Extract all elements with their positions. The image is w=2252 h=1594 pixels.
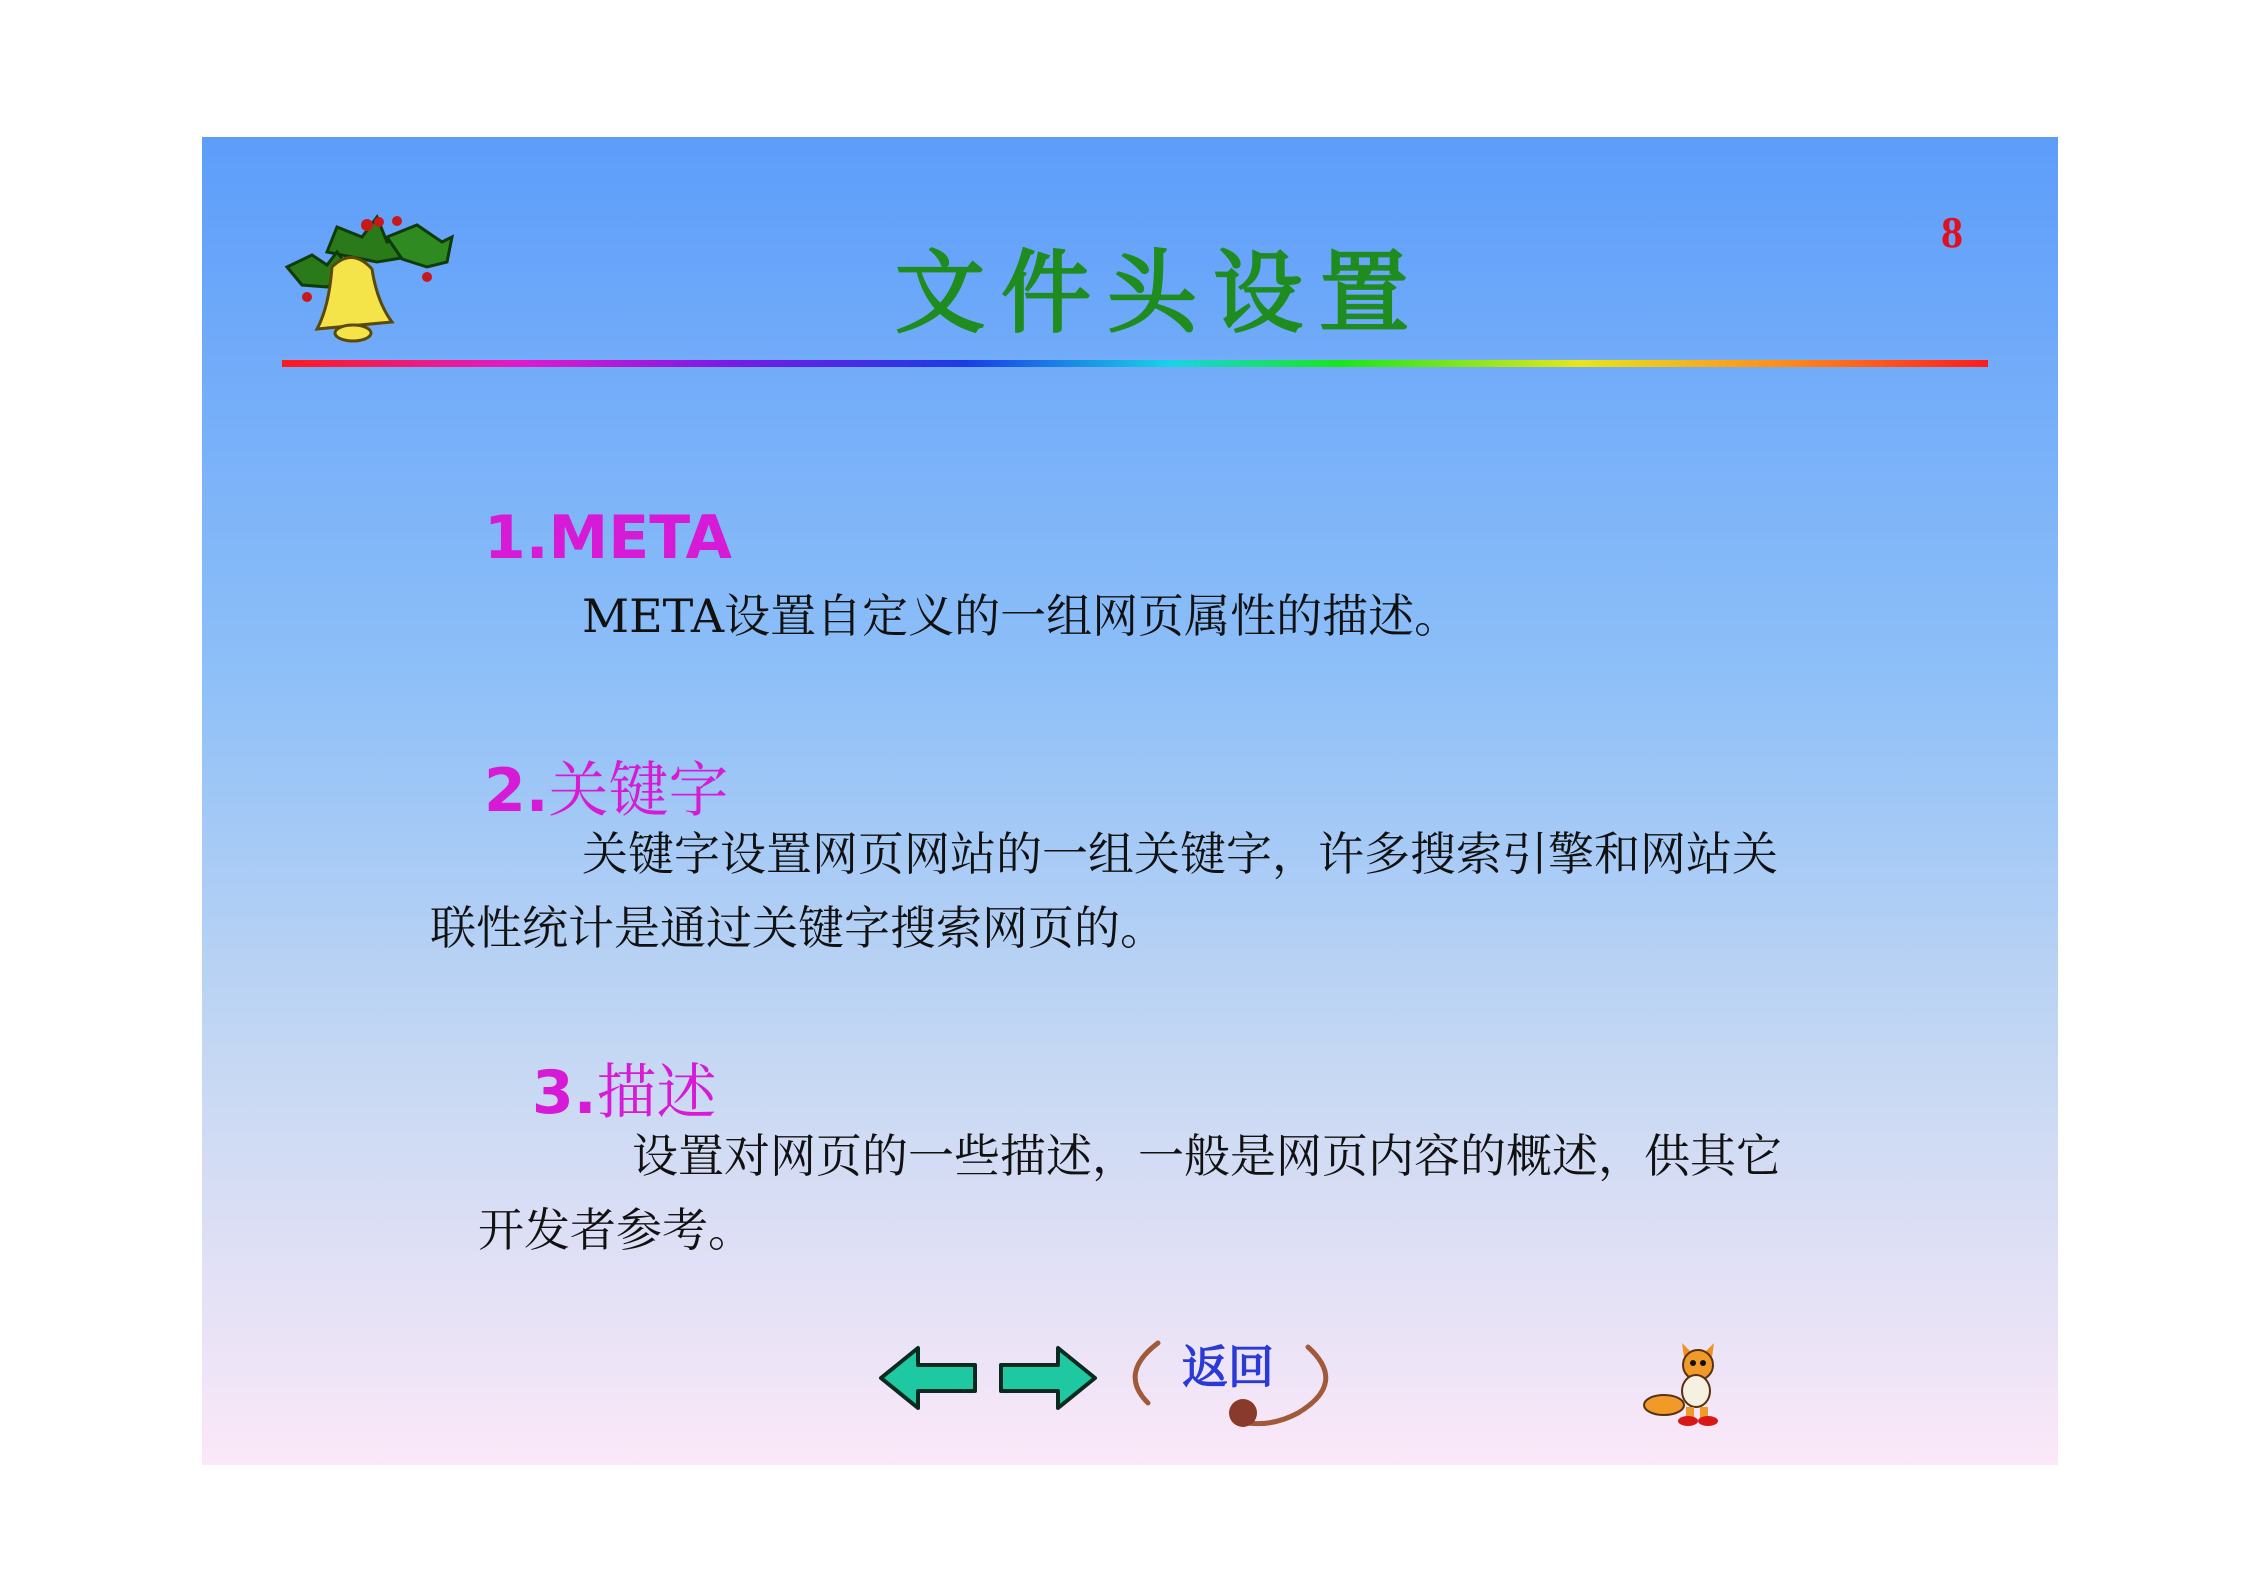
section-1-body [582, 579, 1460, 653]
back-button[interactable] [1118, 1333, 1348, 1429]
slide-title: 文件头设置 [895, 240, 1425, 346]
section-1-heading [484, 503, 732, 573]
section-3-title: 描述 [596, 1058, 717, 1128]
back-button-label: 返回 [1182, 1340, 1274, 1394]
section-3-line-2: 开发者参考。 [478, 1203, 754, 1257]
section-1-title: META [548, 503, 732, 573]
section-2-line-1: 关键字设置网页网站的一组关键字，许多搜索引擎和网站关 [582, 827, 1778, 881]
section-2-line-2: 联性统计是通过关键字搜索网页的。 [430, 901, 1166, 955]
section-2-number: 2. [484, 756, 549, 826]
section-3-number: 3. [532, 1058, 597, 1128]
page-number: 8 [1941, 208, 1963, 257]
rainbow-divider [282, 360, 1988, 367]
left-arrow-icon[interactable] [878, 1345, 978, 1411]
section-1-number: 1. [484, 503, 549, 573]
section-2-title: 关键字 [548, 756, 729, 826]
right-arrow-icon[interactable] [998, 1345, 1098, 1411]
slide [202, 137, 2058, 1465]
section-3-line-1: 设置对网页的一些描述，一般是网页内容的概述，供其它 [632, 1129, 1782, 1183]
fox-character-icon [1642, 1343, 1738, 1427]
section-1-line-1: META设置自定义的一组网页属性的描述。 [582, 589, 1461, 643]
